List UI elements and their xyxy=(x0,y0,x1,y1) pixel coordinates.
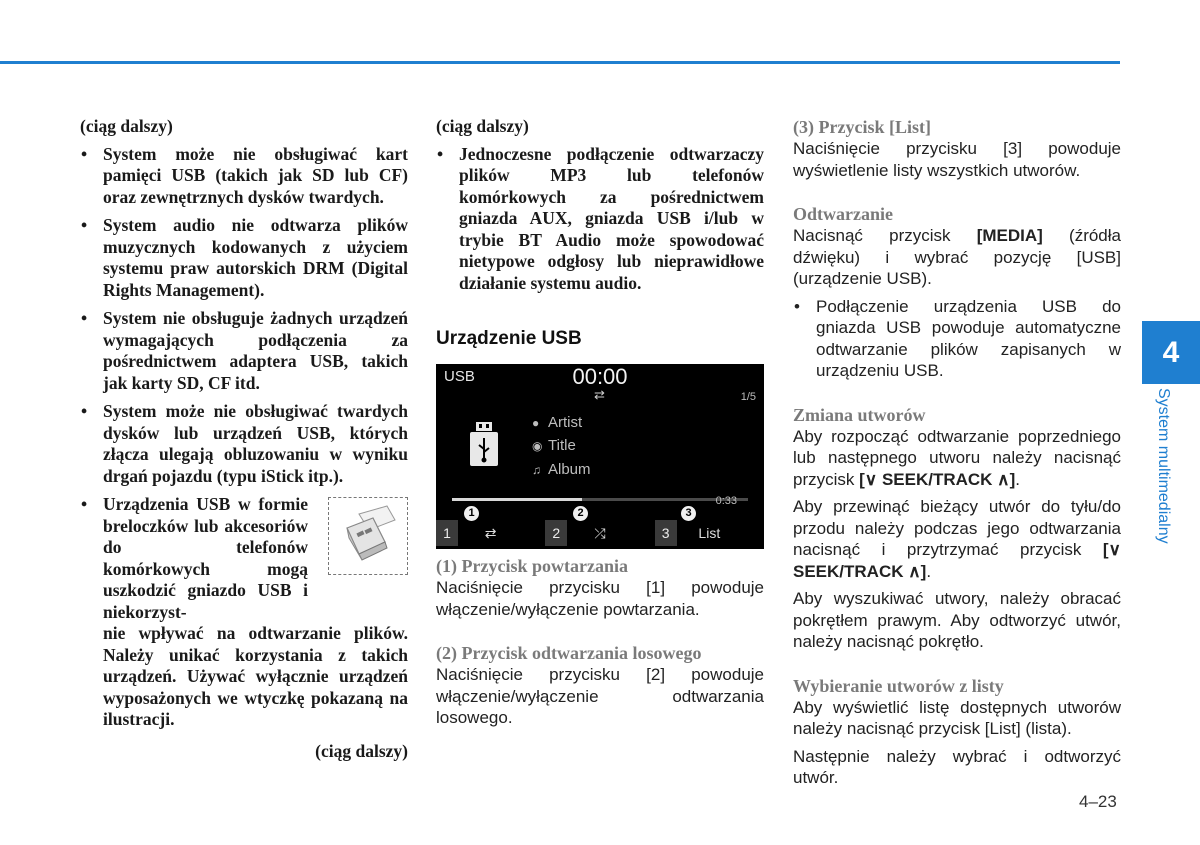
list-item: • System nie obsługuje żadnych urządzeń wymagających podłączenia za pośrednictwem adaptera USB, takich jak karty SD, CF itd. xyxy=(81,308,408,393)
select-from-list-text-1: Aby wyświetlić listę dostępnych utworów należy nacisnąć przycisk [List] (lista). xyxy=(793,697,1121,738)
change-tracks-text-3: Aby wyszukiwać utwory, należy obracać pokrętłem prawym. Aby odtworzyć utwór, należy nacisnąć pokrętło. xyxy=(793,589,1121,651)
usb-device-icon xyxy=(470,422,498,466)
playback-text: Nacisnąć przycisk [MEDIA] (źródła dźwięku) i wybrać pozycję [USB] (urządzenie USB). xyxy=(793,226,1121,288)
shuffle-button-text: Naciśnięcie przycisku [2] powoduje włączenie/wyłączenie odtwarzania losowego. xyxy=(436,665,764,727)
playback-heading: Odtwarzanie xyxy=(793,204,893,224)
continued-label-top: (ciąg dalszy) xyxy=(436,116,529,136)
progress-fill xyxy=(452,498,582,501)
repeat-button[interactable]: 1 ⇄ xyxy=(436,517,545,549)
shuffle-icon: ⤮ xyxy=(594,524,606,541)
title-row: ◉ Title xyxy=(532,437,576,454)
continued-label-top: (ciąg dalszy) xyxy=(80,116,173,136)
list-button-heading: (3) Przycisk [List] xyxy=(793,117,931,137)
list-button-text: Naciśnięcie przycisku [3] powoduje wyświetlenie listy wszystkich utworów. xyxy=(793,139,1121,180)
list-button[interactable]: 3 List xyxy=(655,517,764,549)
list-item: • System audio nie odtwarza plików muzycznych kodowanych z użyciem systemu praw autorskich DRM (Digital Rights Management). xyxy=(81,215,408,300)
usb-player-screen xyxy=(436,364,764,549)
change-tracks-heading: Zmiana utworów xyxy=(793,404,926,425)
repeat-status-icon: ⇄ xyxy=(594,387,605,402)
section-title: Urządzenie USB xyxy=(436,328,582,349)
playback-bullet-list xyxy=(793,296,1121,382)
player-button-bar xyxy=(436,517,764,549)
list-item-usb-accessory: • Urządzenia USB w formie breloczków lub akcesoriów do telefonów komórkowych mogą uszkodzić gniazdo USB i niekorzyst- nie wpływać na odtwarzanie plików. Należy unikać korzystania z takich urządzeń. Używać wyłącznie urządzeń wyposażonych we wtyczkę pokazaną na ilustracji. xyxy=(81,494,408,729)
progress-bar[interactable] xyxy=(452,498,748,501)
album-icon: ♫ xyxy=(532,463,541,477)
middle-column xyxy=(436,116,764,735)
list-item: • System może nie obsługiwać twardych dysków lub urządzeń USB, których złącza ulegają obluzowaniu w wyniku drgań pojazdu (typu iStick itp.). xyxy=(81,401,408,486)
person-icon: ● xyxy=(532,416,540,430)
list-item: • System może nie obsługiwać kart pamięci USB (takich jak SD lub CF) oraz zewnętrznych dysków twardych. xyxy=(81,143,408,207)
repeat-icon: ⇄ xyxy=(484,524,497,541)
repeat-button-text: Naciśnięcie przycisku [1] powoduje włączenie/wyłączenie powtarzania. xyxy=(436,578,764,619)
header-rule xyxy=(0,61,1120,64)
change-tracks-text-2: Aby przewinąć bieżący utwór do tyłu/do przodu należy podczas jego odtwarzania nacisnąć i przytrzymać przycisk [∨ SEEK/TRACK ∧]. xyxy=(793,497,1121,581)
callout-marker-1: 1 xyxy=(464,506,479,521)
chapter-title: System multimedialny xyxy=(1155,388,1172,544)
usb-plug-illustration xyxy=(328,497,408,575)
chapter-number-tab: 4 xyxy=(1142,321,1200,384)
left-column xyxy=(80,116,408,762)
continued-label-bottom: (ciąg dalszy) xyxy=(315,740,408,761)
album-row: ♫ Album xyxy=(532,461,591,478)
usb-accessory-text: Urządzenia USB w formie breloczków lub akcesoriów do telefonów komórkowych mogą uszkodzić gniazdo USB i niekorzyst- xyxy=(103,494,308,622)
usb-accessory-text-cont: nie wpływać na odtwarzanie plików. Należy unikać korzystania z takich urządzeń. Używać wyłącznie urządzeń wyposażonych we wtyczkę pokazaną na ilustracji. xyxy=(103,623,408,729)
callout-marker-3: 3 xyxy=(681,506,696,521)
list-item: • Podłączenie urządzenia USB do gniazda USB powoduje automatyczne odtwarzanie plików zapisanych w urządzeniu USB. xyxy=(794,296,1121,380)
select-from-list-text-2: Następnie należy wybrać i odtworzyć utwór. xyxy=(793,746,1121,787)
shuffle-button[interactable]: 2 ⤮ xyxy=(545,517,654,549)
left-bullet-list xyxy=(80,144,408,731)
callout-marker-2: 2 xyxy=(573,506,588,521)
right-column xyxy=(793,116,1121,795)
disc-icon: ◉ xyxy=(532,439,543,453)
source-label: USB xyxy=(444,368,475,385)
change-tracks-text-1: Aby rozpocząć odtwarzanie poprzedniego lub następnego utworu należy nacisnąć przycisk [∨ SEEK/TRACK ∧]. xyxy=(793,426,1121,489)
artist-row: ● Artist xyxy=(532,414,583,431)
shuffle-button-heading: (2) Przycisk odtwarzania losowego xyxy=(436,643,702,663)
middle-bullet-list xyxy=(436,144,764,295)
track-count: 1/5 xyxy=(740,391,756,403)
page-number: 4–23 xyxy=(1079,792,1117,811)
repeat-button-heading: (1) Przycisk powtarzania xyxy=(436,556,628,576)
list-item: • Jednoczesne podłączenie odtwarzaczy plików MP3 lub telefonów komórkowych za pośrednictwem gniazda AUX, gniazda USB i/lub w trybie BT Audio może spowodować nietypowe odgłosy lub nieprawidłowe działanie systemu audio. xyxy=(437,143,764,293)
elapsed-time: 0:33 xyxy=(715,495,737,507)
select-from-list-heading: Wybieranie utworów z listy xyxy=(793,675,1004,696)
playback-time: 00:00 xyxy=(572,364,628,389)
